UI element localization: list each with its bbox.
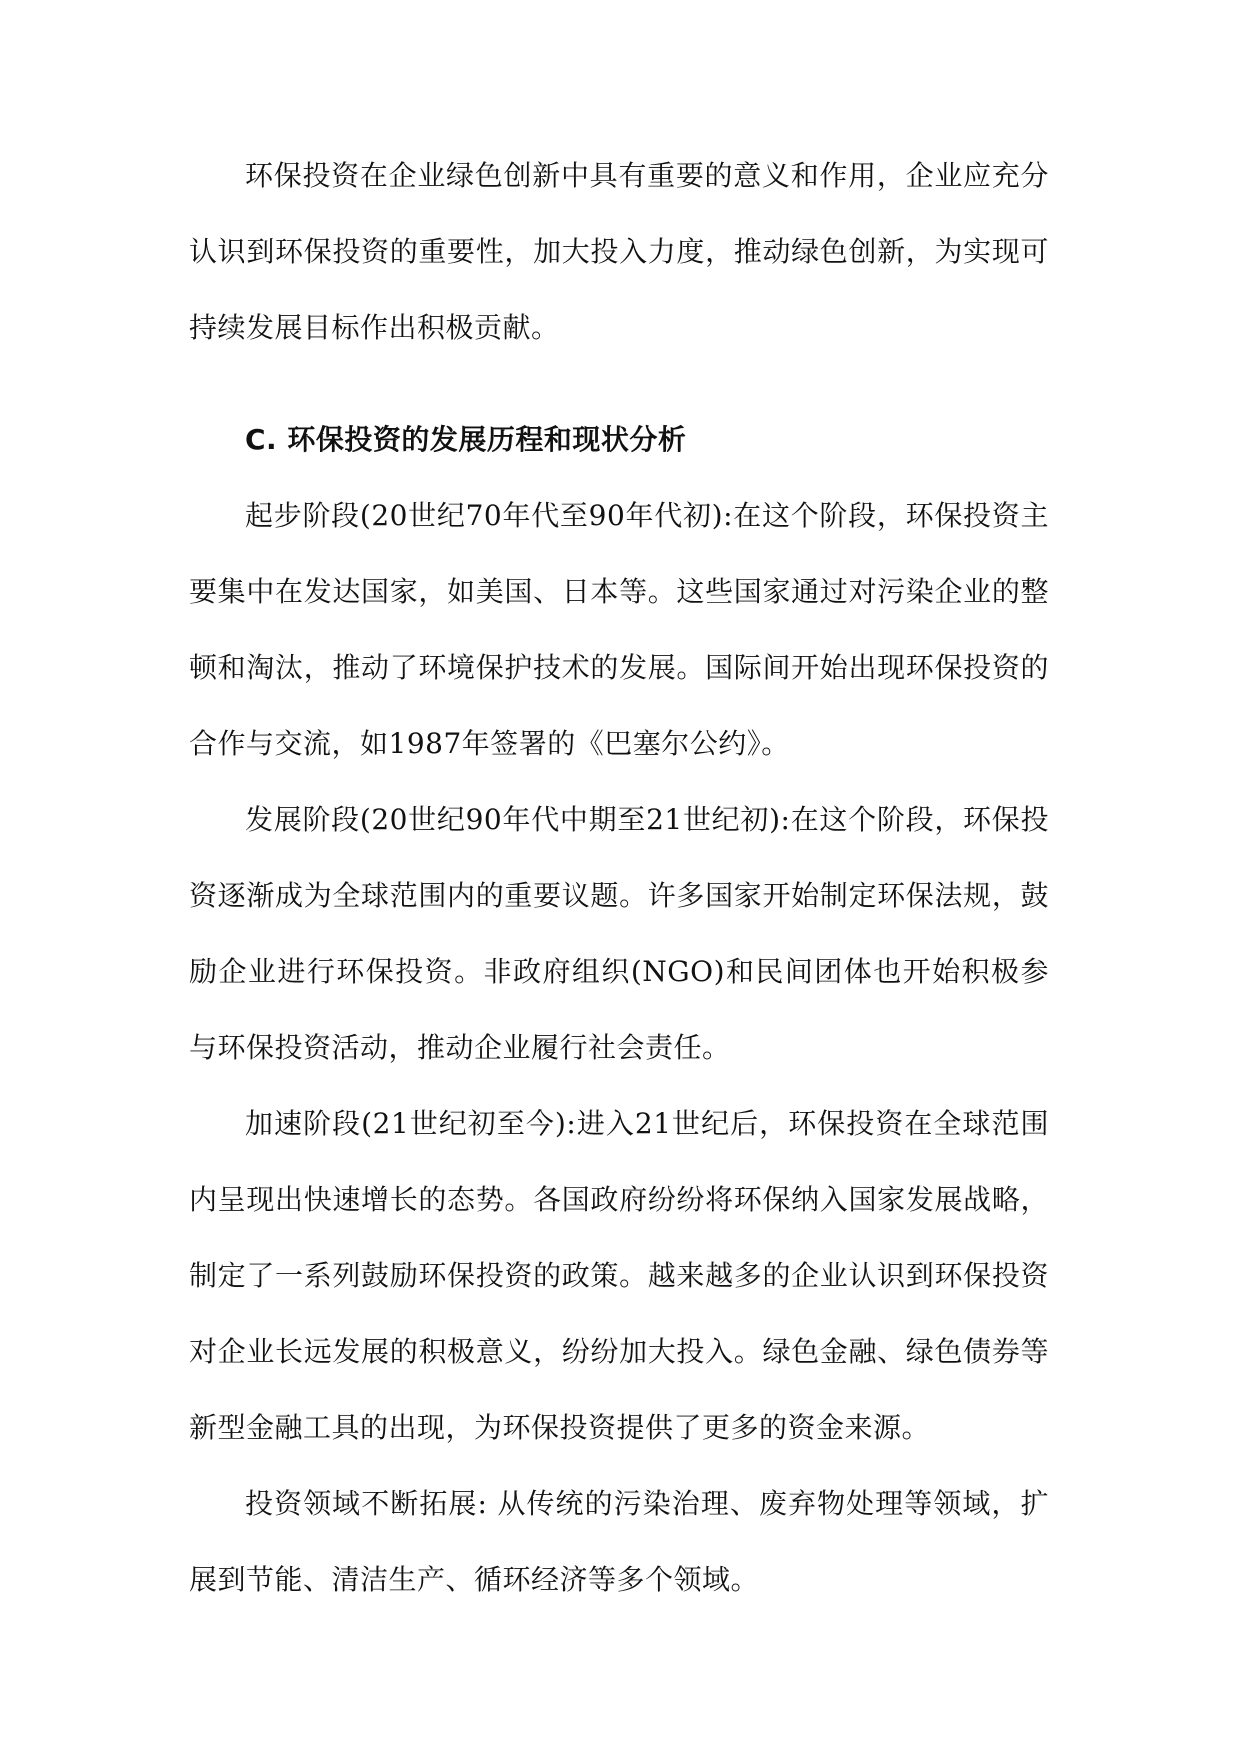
paragraph-investment-fields: 投资领域不断拓展: 从传统的污染治理、废弃物处理等领域，扩展到节能、清洁生产、循环经济等多个领域。 [189,1487,1049,1596]
section-heading: C. 环保投资的发展历程和现状分析 [245,423,687,456]
intro-paragraph: 环保投资在企业绿色创新中具有重要的意义和作用，企业应充分认识到环保投资的重要性，加大投入力度，推动绿色创新，为实现可持续发展目标作出积极贡献。 [189,159,1049,344]
paragraph-acceleration-stage: 加速阶段(21世纪初至今):进入21世纪后，环保投资在全球范围内呈现出快速增长的态势。各国政府纷纷将环保纳入国家发展战略，制定了一系列鼓励环保投资的政策。越来越多的企业认识到环保投资对企业长远发展的积极意义，纷纷加大投入。绿色金融、绿色债券等新型金融工具的出现，为环保投资提供了更多的资金来源。 [189,1107,1049,1444]
document-body [189,138,1049,1618]
paragraph-development-stage: 发展阶段(20世纪90年代中期至21世纪初):在这个阶段，环保投资逐渐成为全球范围内的重要议题。许多国家开始制定环保法规，鼓励企业进行环保投资。非政府组织(NGO)和民间团体也开始积极参与环保投资活动，推动企业履行社会责任。 [189,803,1049,1064]
paragraph-start-stage: 起步阶段(20世纪70年代至90年代初):在这个阶段，环保投资主要集中在发达国家，如美国、日本等。这些国家通过对污染企业的整顿和淘汰，推动了环境保护技术的发展。国际间开始出现环保投资的合作与交流，如1987年签署的《巴塞尔公约》。 [189,499,1049,760]
